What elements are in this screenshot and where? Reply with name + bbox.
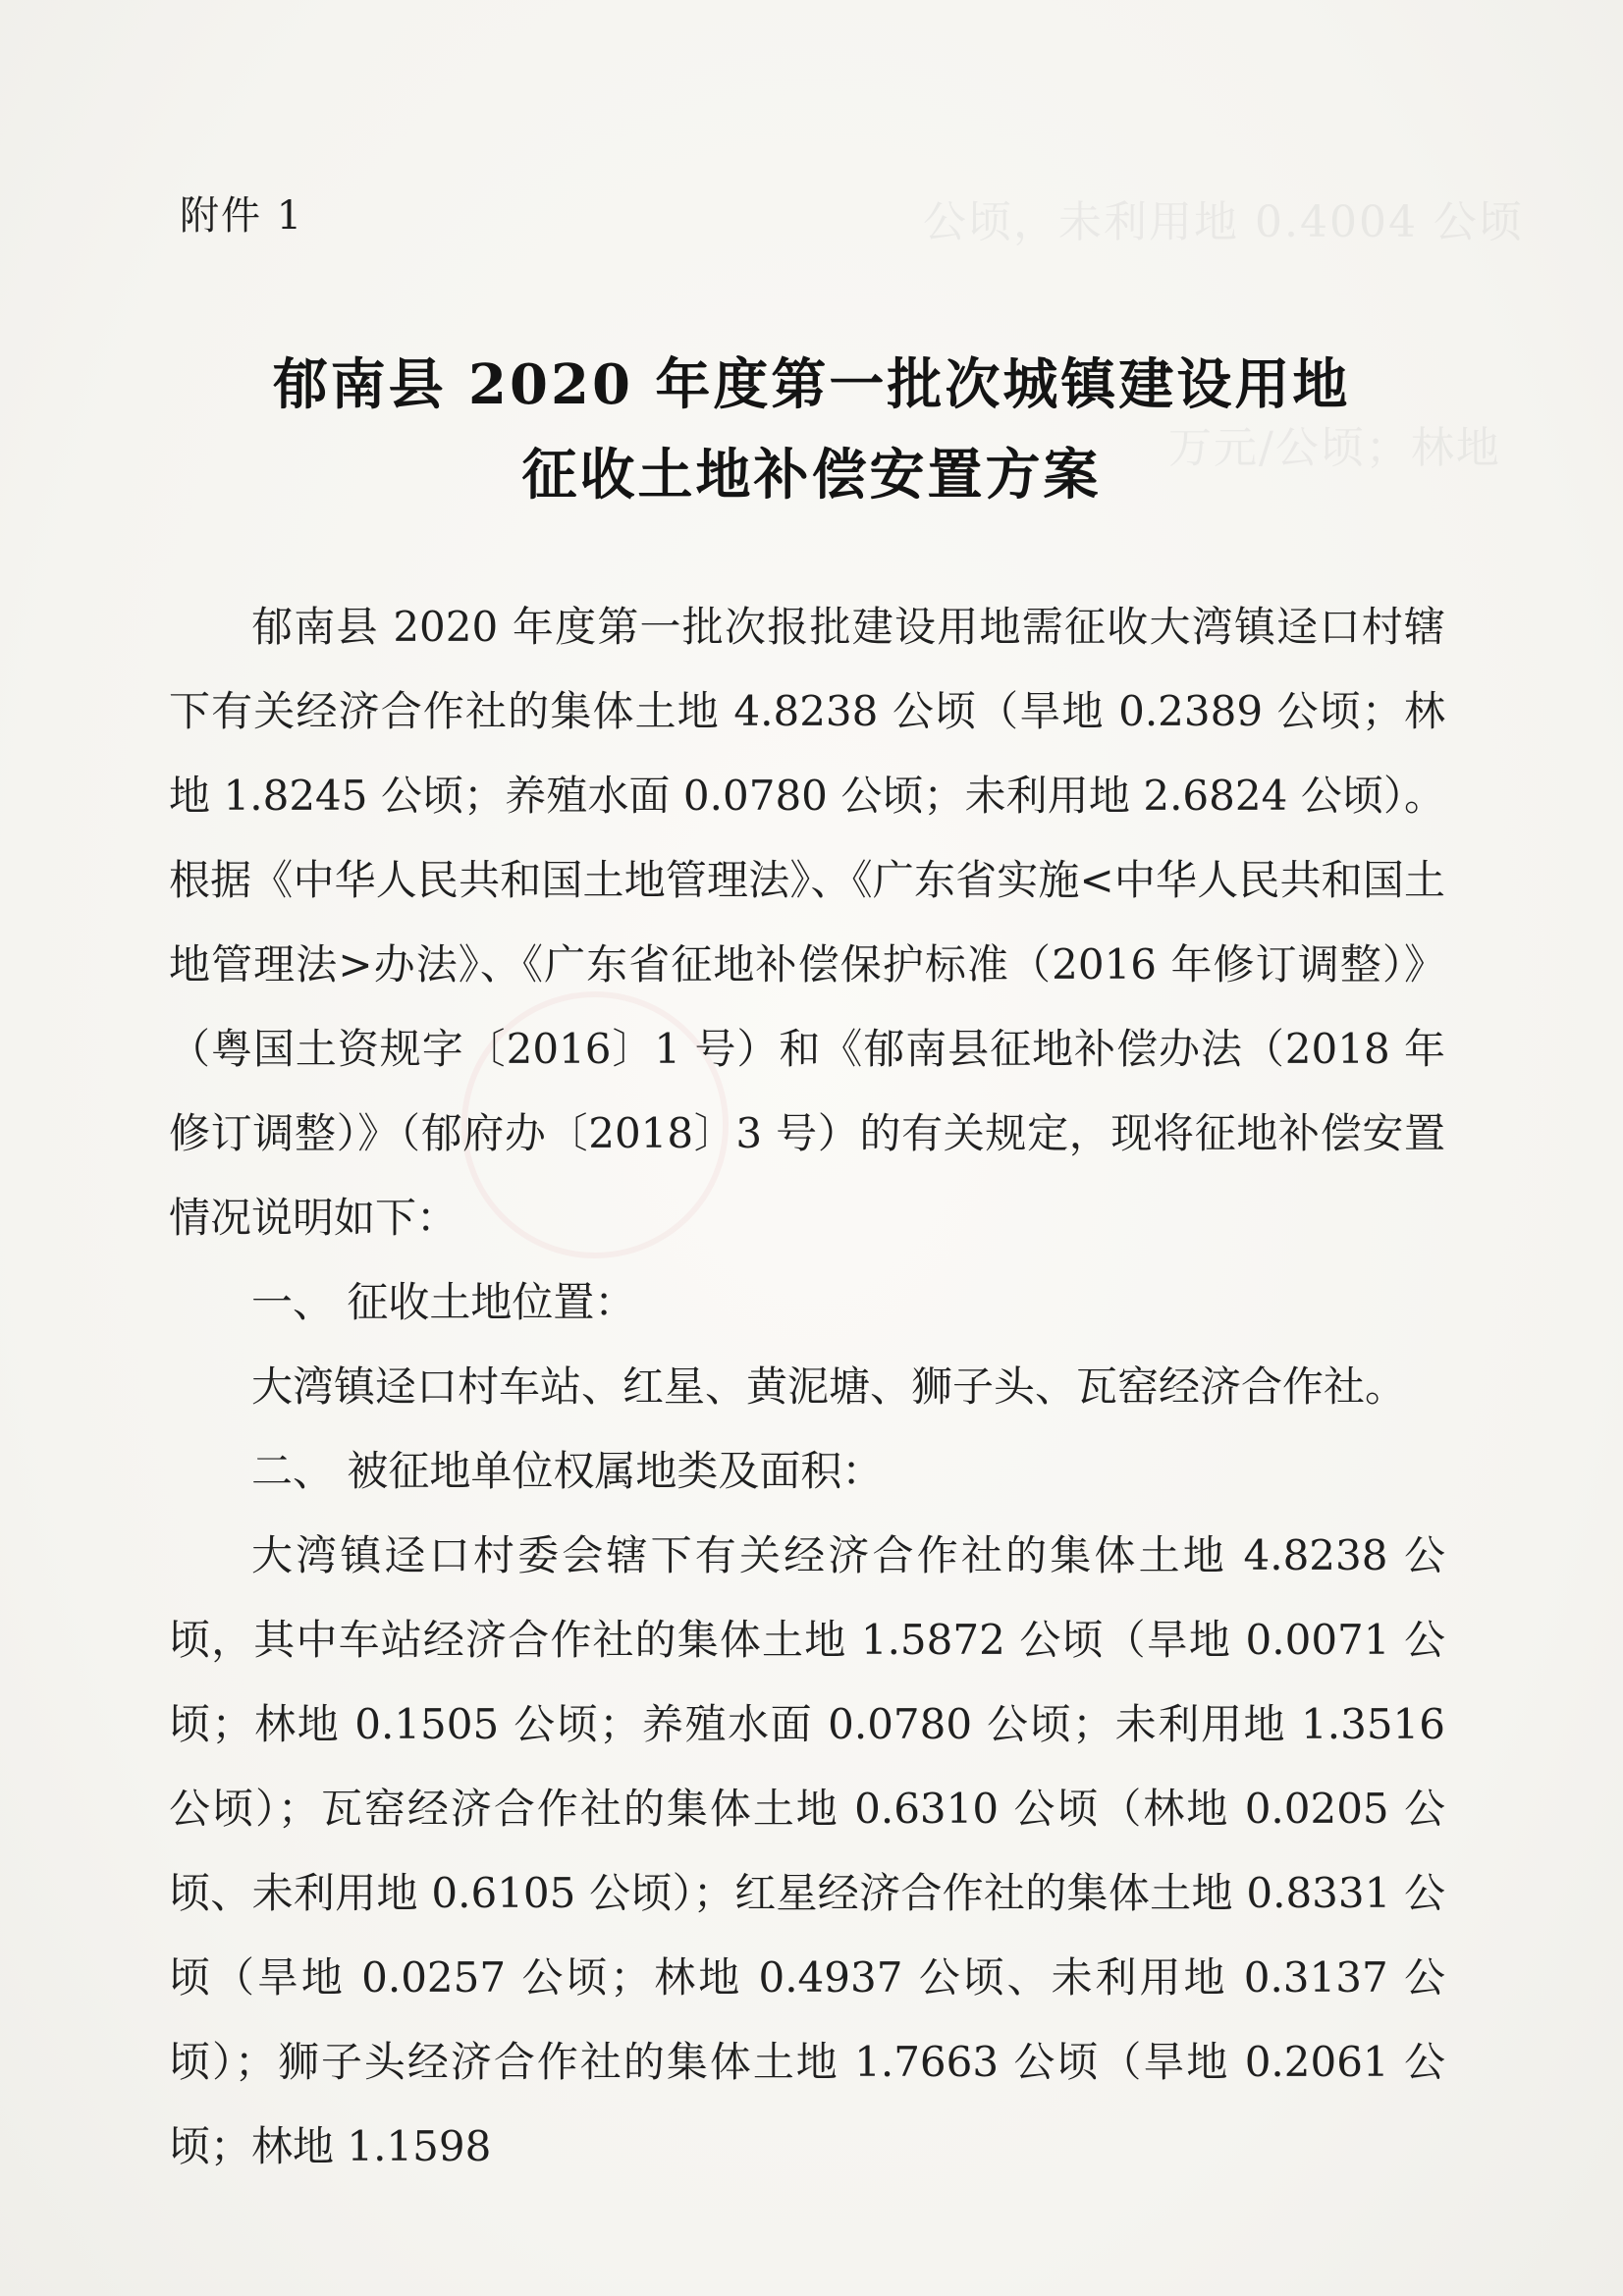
intro-paragraph: 郁南县 2020 年度第一批次报批建设用地需征收大湾镇迳口村辖下有关经济合作社的集体土地 4.8238 公顷（旱地 0.2389 公顷；林地 1.8245 公顷；养殖水面 0.0780 公顷；未利用地 2.6824 公顷）。根据《中华人民共和国土地管理法》、《广东省实施<中华人民共和国土地管理法>办法》、《广东省征地补偿保护标准（2016 年修订调整）》（粤国土资规字〔2016〕1 号）和《郁南县征地补偿办法（2018 年修订调整）》（郁府办〔2018〕3 号）的有关规定，现将征地补偿安置情况说明如下： [169, 603, 1445, 1242]
document-body [169, 585, 1445, 2189]
section-heading-ownership: 二、 被征地单位权属地类及面积： [251, 1447, 884, 1495]
document-title-line-1: 郁南县 2020 年度第一批次城镇建设用地 [272, 352, 1351, 417]
document-title-line-2: 征收土地补偿安置方案 [521, 443, 1102, 507]
show-through-text: 公顷，未利用地 0.4004 公顷 [923, 197, 1524, 247]
attachment-label: 附件 1 [180, 193, 304, 239]
show-through-text: 万元/公顷；林地 [1168, 423, 1501, 473]
section-heading-location: 一、 征收土地位置： [251, 1278, 636, 1326]
location-paragraph: 大湾镇迳口村车站、红星、黄泥塘、狮子头、瓦窑经济合作社。 [251, 1362, 1407, 1411]
ownership-paragraph: 大湾镇迳口村委会辖下有关经济合作社的集体土地 4.8238 公顷，其中车站经济合作社的集体土地 1.5872 公顷（旱地 0.0071 公顷；林地 0.1505 公顷；养殖水面 0.0780 公顷；未利用地 1.3516 公顷）；瓦窑经济合作社的集体土地 0.6310 公顷（林地 0.0205 公顷、未利用地 0.6105 公顷）；红星经济合作社的集体土地 0.8331 公顷（旱地 0.0257 公顷；林地 0.4937 公顷、未利用地 0.3137 公顷）；狮子头经济合作社的集体土地 1.7663 公顷（旱地 0.2061 公顷；林地 1.1598 [169, 1531, 1445, 2170]
